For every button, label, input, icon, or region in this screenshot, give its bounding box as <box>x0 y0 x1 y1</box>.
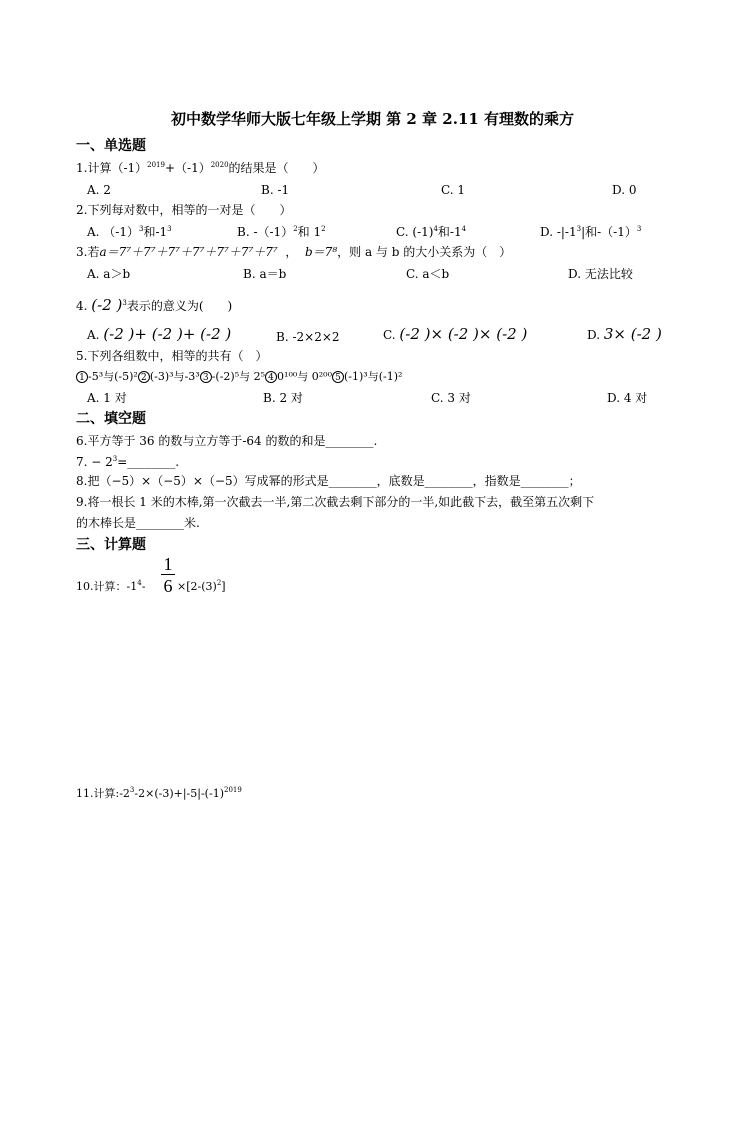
q3-option-c[interactable]: C. a＜b <box>406 267 450 281</box>
q11-mid: -2×(-3)+|-5|-(-1) <box>134 787 224 800</box>
q5-option-a[interactable]: A. 1 对 <box>87 391 127 405</box>
q1-post: 的结果是（ ） <box>228 161 325 175</box>
q2-d-exp-2: 3 <box>636 225 642 233</box>
q5-mark-2: 2 <box>138 371 150 383</box>
question-7 <box>76 456 179 468</box>
question-2-stem: 2.下列每对数中，相等的一对是（ ） <box>76 203 292 217</box>
q3-b-expression: b＝7⁸ <box>305 245 338 259</box>
q2-b-exp-2: 2 <box>321 225 326 233</box>
q2-option-a[interactable] <box>87 226 172 238</box>
q10-fraction <box>161 555 175 595</box>
question-10-rest <box>177 581 226 592</box>
q10-numerator: 1 <box>163 554 173 574</box>
q10-post: ×[2-(3) <box>177 580 217 593</box>
question-1-stem <box>76 162 325 174</box>
q4-base: (-2 ) <box>91 296 123 314</box>
q10-denominator: 6 <box>163 576 173 596</box>
q2-option-b[interactable] <box>237 226 326 238</box>
q5-item-4: 0¹⁰⁰与 0²⁰⁰ <box>277 370 332 383</box>
q5-option-b[interactable]: B. 2 对 <box>263 391 303 405</box>
q3-a-expression: a＝7⁷＋7⁷＋7⁷＋7⁷＋7⁷＋7⁷＋7⁷ <box>99 245 278 259</box>
q4-a-expression: (-2 )+ (-2 )+ (-2 ) <box>103 325 232 343</box>
q2-d-exp-1: 3 <box>576 225 582 233</box>
q1-option-a[interactable]: A. 2 <box>87 183 111 197</box>
q5-mark-4: 4 <box>265 371 277 383</box>
question-3-stem: 3.若a＝7⁷＋7⁷＋7⁷＋7⁷＋7⁷＋7⁷＋7⁷ ， b＝7⁸，则 a 与 b 的大小关系为（ ） <box>76 245 512 259</box>
q10-close: ] <box>221 580 226 593</box>
question-11 <box>76 788 242 799</box>
q3-option-d[interactable]: D. 无法比较 <box>568 267 633 281</box>
q4-option-c[interactable] <box>383 327 527 342</box>
q10-label: 10.计算：-1 <box>76 580 138 593</box>
q2-a-exp-1: 3 <box>139 225 144 233</box>
question-9-line-2: 的木棒长是________米. <box>76 516 200 530</box>
q3-post: ，则 a 与 b 的大小关系为（ ） <box>337 245 512 259</box>
page-title: 初中数学华师大版七年级上学期 第 2 章 2.11 有理数的乘方 <box>170 110 575 128</box>
section-calculation: 三、计算题 <box>76 537 146 553</box>
q2-c-mid: 和-1 <box>437 225 462 239</box>
question-10 <box>76 581 145 592</box>
q7-post: =________. <box>117 455 180 469</box>
q10-fraction-bar <box>161 574 175 575</box>
q5-item-2: (-3)³与-3³ <box>149 370 200 383</box>
q1-exp-2: 2020 <box>210 161 229 169</box>
q2-b-exp-1: 2 <box>293 225 298 233</box>
q1-option-d[interactable]: D. 0 <box>612 183 637 197</box>
q4-option-b[interactable]: B. -2×2×2 <box>276 330 340 344</box>
q4-option-d[interactable] <box>587 327 662 342</box>
q7-pre: 7. − 2 <box>76 455 113 469</box>
q2-option-d[interactable] <box>540 226 641 238</box>
question-9-line-1: 9.将一根长 1 米的木棒,第一次截去一半,第二次截去剩下部分的一半,如此截下去，截至第五次剩下 <box>76 495 595 509</box>
q1-pre: 1.计算（-1） <box>76 161 148 175</box>
q11-exp-2: 2019 <box>223 786 242 794</box>
q11-exp-1: 3 <box>129 786 135 794</box>
q10-minus: - <box>141 580 146 593</box>
q1-exp-1: 2019 <box>147 161 165 169</box>
q4-option-a[interactable] <box>87 327 231 342</box>
q2-c-exp-2: 4 <box>461 225 467 233</box>
q1-option-b[interactable]: B. -1 <box>261 183 290 197</box>
q2-a-exp-2: 3 <box>167 225 172 233</box>
question-5-stem: 5.下列各组数中，相等的共有（ ） <box>76 349 268 363</box>
q4-c-label: C. <box>383 328 396 342</box>
q2-d-mid: |和-（-1） <box>581 225 637 239</box>
q2-d-pre: D. -|-1 <box>540 225 577 239</box>
q4-number: 4. <box>76 299 88 313</box>
q5-option-c[interactable]: C. 3 对 <box>431 391 471 405</box>
q10-exp-2: 2 <box>216 579 222 587</box>
q4-d-expression: 3× (-2 ) <box>603 325 662 343</box>
q2-option-c[interactable] <box>396 226 466 238</box>
q3-option-a[interactable]: A. a＞b <box>87 267 131 281</box>
q5-mark-5: 5 <box>332 371 344 383</box>
q5-items <box>76 371 402 383</box>
q3-pre: 3.若 <box>76 245 100 259</box>
q1-option-c[interactable]: C. 1 <box>441 183 466 197</box>
section-single-choice: 一、单选题 <box>76 138 146 154</box>
q5-mark-1: 1 <box>76 371 88 383</box>
q5-item-3: -(-2)⁵与 2⁵ <box>211 370 266 383</box>
q3-option-b[interactable]: B. a＝b <box>243 267 287 281</box>
q2-a-pre: A. （-1） <box>87 225 139 239</box>
q4-a-label: A. <box>87 328 100 342</box>
q5-option-d[interactable]: D. 4 对 <box>607 391 648 405</box>
question-8: 8.把（−5）×（−5）×（−5）写成幂的形式是________，底数是________，指数是________； <box>76 474 581 488</box>
q2-a-mid: 和-1 <box>143 225 168 239</box>
q2-b-pre: B. -（-1） <box>237 225 294 239</box>
q1-mid: +（-1） <box>164 161 211 175</box>
q11-label: 11.计算:-2 <box>76 787 130 800</box>
q5-mark-3: 3 <box>200 371 212 383</box>
q10-exp-1: 4 <box>137 579 142 587</box>
q2-b-mid: 和 1 <box>297 225 322 239</box>
section-fill-blank: 二、填空题 <box>76 411 146 427</box>
q7-exponent: 3 <box>112 455 118 463</box>
q5-item-1: -5³与(-5)² <box>88 370 138 383</box>
question-4-stem <box>76 298 232 313</box>
question-6: 6.平方等于 36 的数与立方等于-64 的数的和是________. <box>76 434 378 448</box>
q4-d-label: D. <box>587 328 601 342</box>
q2-c-exp-1: 4 <box>433 225 438 233</box>
q4-post: 表示的意义为( ) <box>126 299 233 313</box>
q2-c-pre: C. (-1) <box>396 225 434 239</box>
q4-c-expression: (-2 )× (-2 )× (-2 ) <box>399 325 528 343</box>
q4-exponent: 3 <box>122 299 127 307</box>
q5-item-5: (-1)³与(-1)² <box>343 370 403 383</box>
